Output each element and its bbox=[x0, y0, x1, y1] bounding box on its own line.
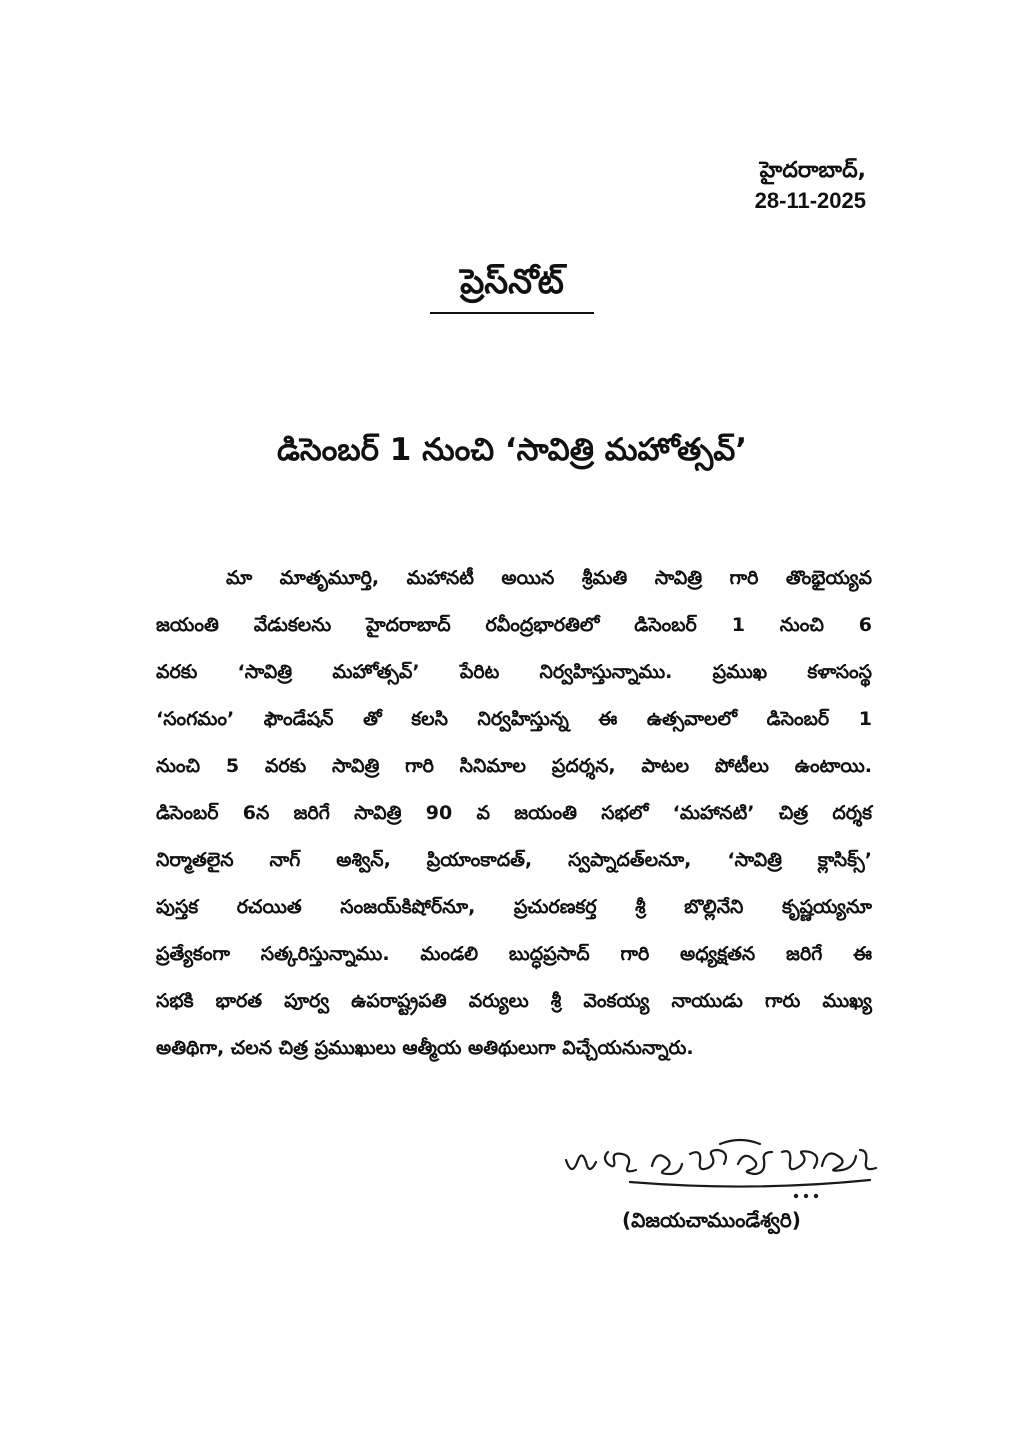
body-line: ప్రత్యేకంగా సత్కరిస్తున్నాము. మండలి బుద్ధప్రసాద్ గారి అధ్యక్షతన జరిగే ఈ bbox=[156, 943, 872, 965]
body-line: పుస్తక రచయిత సంజయ్‌కిషోర్‌నూ, ప్రచురణకర్త శ్రీ బొల్లినేని కృష్ణయ్యనూ bbox=[156, 896, 872, 918]
body-line: ‘సంగమం’ ఫౌండేషన్ తో కలసి నిర్వహిస్తున్న ఈ ఉత్సవాలలో డిసెంబర్ 1 bbox=[156, 708, 872, 730]
body-line: వరకు ‘సావిత్రి మహోత్సవ్’ పేరిట నిర్వహిస్తున్నాము. ప్రముఖ కళాసంస్థ bbox=[156, 661, 872, 683]
body-line: మా మాతృమూర్తి, మహానటీ అయిన శ్రీమతి సావిత్రి గారి తొంభైయ్యవ bbox=[226, 567, 872, 589]
body-line: నుంచి 5 వరకు సావిత్రి గారి సినిమాల ప్రదర్శన, పాటల పోటీలు ఉంటాయి. bbox=[156, 755, 872, 777]
title-underline bbox=[430, 312, 594, 314]
body-line: అతిథిగా, చలన చిత్ర ప్రముఖులు ఆత్మీయ అతిథులుగా విచ్చేయనున్నారు. bbox=[156, 1037, 694, 1059]
headline: డిసెంబర్ 1 నుంచి ‘సావిత్రి మహోత్సవ్’ bbox=[276, 432, 748, 468]
press-note-title: ప్రెస్‌నోట్ bbox=[460, 262, 564, 302]
place-name: హైదరాబాద్, bbox=[759, 158, 866, 183]
signer-name: (విజయచాముండేశ్వరి) bbox=[622, 1208, 801, 1232]
body-line: నిర్మాతలైన నాగ్ అశ్విన్, ప్రియాంకాదత్, స్వప్నాదత్‌లనూ, ‘సావిత్రి క్లాసిక్స్’ bbox=[156, 849, 872, 871]
handwritten-signature bbox=[560, 1130, 890, 1210]
body-line: డిసెంబర్ 6న జరిగే సావిత్రి 90 వ జయంతి సభలో ‘మహానటి’ చిత్ర దర్శక bbox=[156, 802, 872, 824]
body-line: జయంతి వేడుకలను హైదరాబాద్ రవీంద్రభారతిలో డిసెంబర్ 1 నుంచి 6 bbox=[156, 614, 872, 636]
date: 28-11-2025 bbox=[754, 188, 866, 213]
body-line: సభకి భారత పూర్వ ఉపరాష్ట్రపతి వర్యులు శ్రీ వెంకయ్య నాయుడు గారు ముఖ్య bbox=[156, 990, 872, 1012]
body-paragraph bbox=[156, 555, 872, 1072]
